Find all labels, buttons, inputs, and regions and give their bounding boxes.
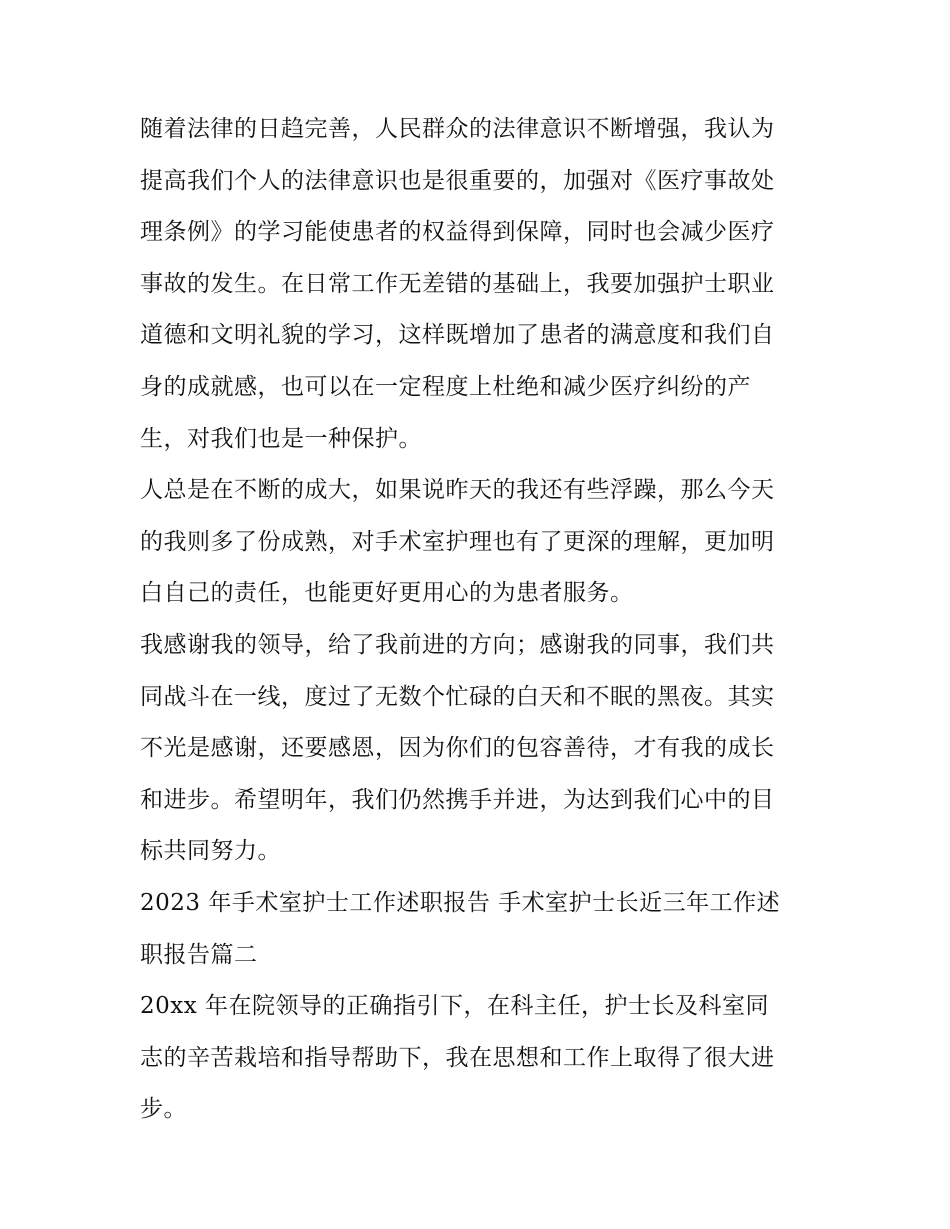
text-line: 和进步。希望明年，我们仍然携手并进，为达到我们心中的目 — [140, 786, 775, 813]
text-line: 不光是感谢，还要感恩，因为你们的包容善待，才有我的成长 — [140, 735, 775, 762]
text-line: 标共同努力。 — [140, 838, 281, 865]
text-line: 道德和文明礼貌的学习，这样既增加了患者的满意度和我们自 — [140, 322, 775, 349]
text-line: 白自己的责任，也能更好更用心的为患者服务。 — [140, 580, 634, 607]
text-line: 人总是在不断的成大，如果说昨天的我还有些浮躁，那么今天 — [140, 477, 775, 504]
text-line: 身的成就感，也可以在一定程度上杜绝和减少医疗纠纷的产 — [140, 373, 751, 400]
text-line: 步。 — [140, 1096, 187, 1123]
text-line: 随着法律的日趋完善，人民群众的法律意识不断增强，我认为 — [140, 116, 775, 142]
text-line: 提高我们个人的法律意识也是很重要的，加强对《医疗事故处 — [140, 167, 775, 194]
section-heading-line: 2023 年手术室护士工作述职报告 手术室护士长近三年工作述 — [140, 889, 781, 916]
text-line: 同战斗在一线，度过了无数个忙碌的白天和不眠的黑夜。其实 — [140, 683, 775, 710]
text-line: 志的辛苦栽培和指导帮助下，我在思想和工作上取得了很大进 — [140, 1044, 775, 1071]
text-line: 事故的发生。在日常工作无差错的基础上，我要加强护士职业 — [140, 270, 775, 297]
text-line: 我感谢我的领导，给了我前进的方向；感谢我的同事，我们共 — [140, 631, 775, 658]
document-body — [140, 104, 815, 1136]
text-line: 生，对我们也是一种保护。 — [140, 425, 422, 452]
text-line: 的我则多了份成熟，对手术室护理也有了更深的理解，更加明 — [140, 528, 775, 555]
text-line: 理条例》的学习能使患者的权益得到保障，同时也会减少医疗 — [140, 219, 775, 246]
section-heading-line: 职报告篇二 — [140, 941, 258, 968]
text-line: 20xx 年在院领导的正确指引下，在科主任，护士长及科室同 — [140, 993, 770, 1020]
